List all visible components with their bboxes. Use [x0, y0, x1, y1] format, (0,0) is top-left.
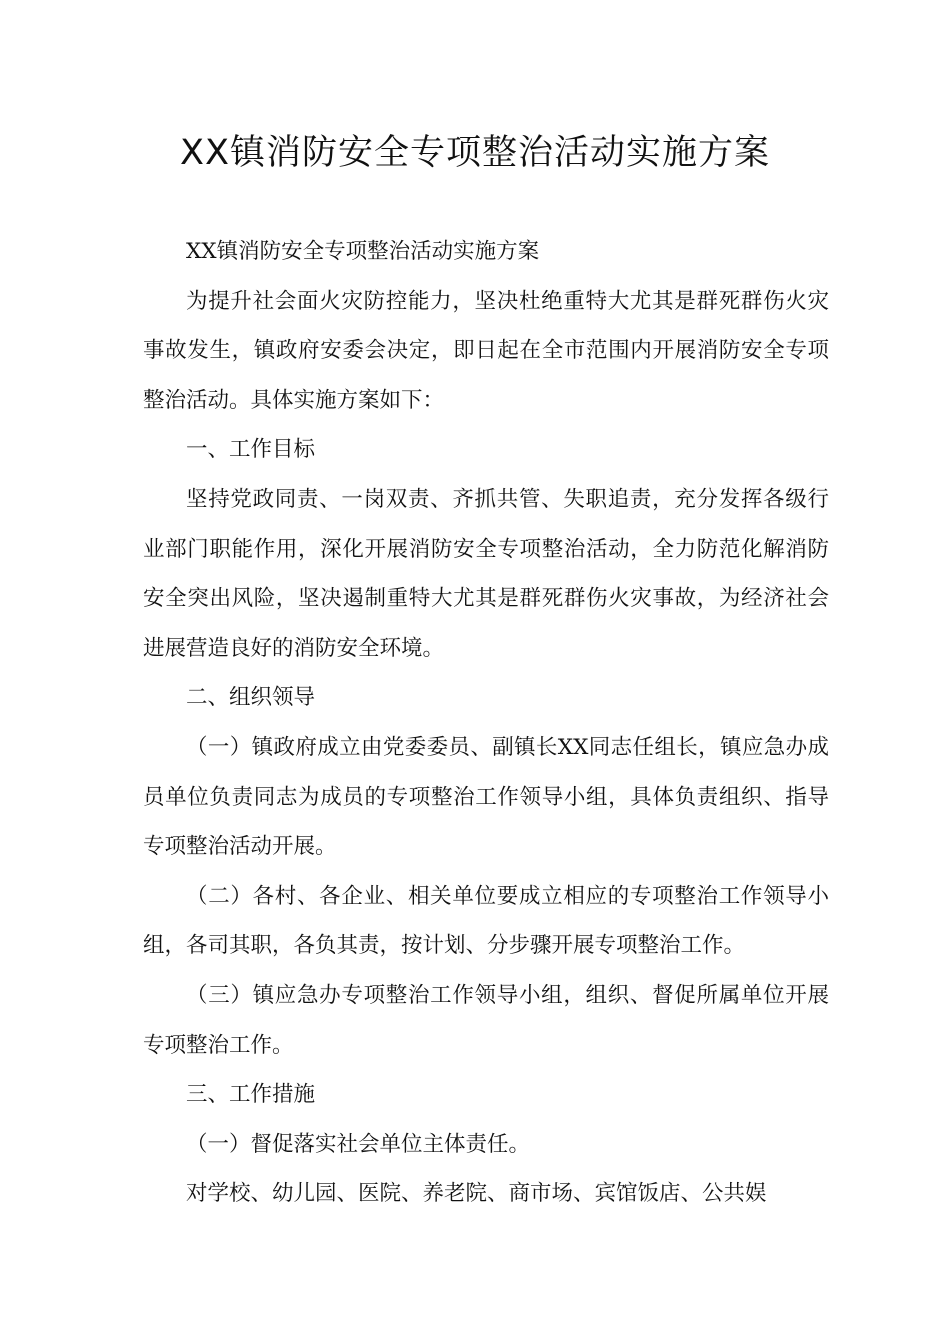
paragraph-leadership-2: （二）各村、各企业、相关单位要成立相应的专项整治工作领导小组，各司其职，各负其责，按计划、分步骤开展专项整治工作。: [143, 883, 829, 959]
paragraph-leadership-3: （三）镇应急办专项整治工作领导小组，组织、督促所属单位开展专项整治工作。: [143, 982, 829, 1058]
document-title: XX镇消防安全专项整治活动实施方案: [180, 133, 770, 173]
paragraph-goals: 坚持党政同责、一岗双责、齐抓共管、失职追责，充分发挥各级行业部门职能作用，深化开展消防安全专项整治活动，全力防范化解消防安全突出风险，坚决遏制重特大尤其是群死群伤火灾事故，为经济社会进展营造良好的消防安全环境。: [143, 486, 829, 661]
paragraph-leadership-1: （一）镇政府成立由党委委员、副镇长XX同志任组长，镇应急办成员单位负责同志为成员的专项整治工作领导小组，具体负责组织、指导专项整治活动开展。: [143, 734, 829, 860]
paragraph-measure-1-detail: 对学校、幼儿园、医院、养老院、商市场、宾馆饭店、公共娱: [186, 1181, 767, 1207]
paragraph-measure-1: （一）督促落实社会单位主体责任。: [186, 1131, 531, 1157]
section-heading-goals: 一、工作目标: [186, 437, 316, 463]
section-heading-measures: 三、工作措施: [186, 1082, 316, 1108]
section-heading-leadership: 二、组织领导: [186, 685, 316, 711]
document-body: [143, 227, 829, 1219]
paragraph-subtitle: XX镇消防安全专项整治活动实施方案: [186, 239, 540, 264]
paragraph-intro: 为提升社会面火灾防控能力，坚决杜绝重特大尤其是群死群伤火灾事故发生，镇政府安委会决定，即日起在全市范围内开展消防安全专项整治活动。具体实施方案如下：: [143, 288, 829, 413]
